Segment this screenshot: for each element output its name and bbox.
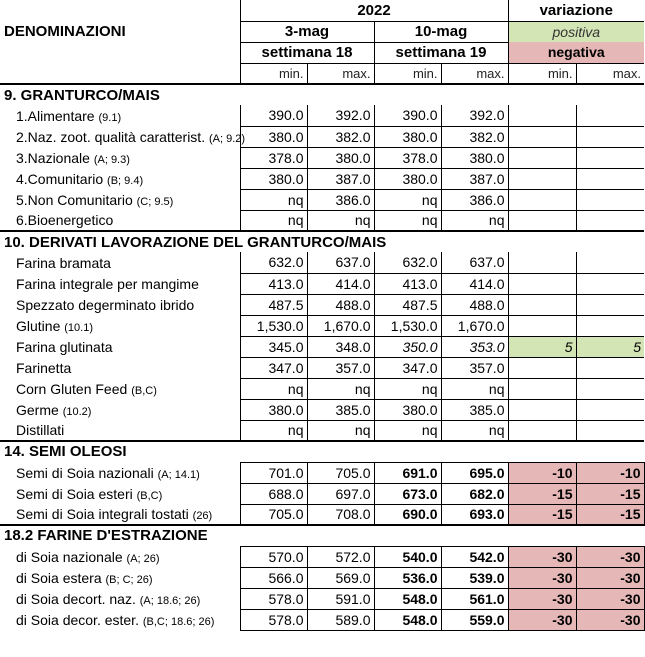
variation-cell [508,399,576,420]
price-cell: 637.0 [307,252,374,273]
table-row [0,399,644,420]
table-row [0,168,644,189]
price-cell: 488.0 [307,294,374,315]
row-name: Germe [16,401,59,418]
price-cell: 392.0 [307,105,374,126]
row-name: 1.Alimentare [16,107,95,124]
price-cell: nq [374,378,441,399]
row-label [0,168,240,189]
price-cell: nq [374,189,441,210]
table-row [0,210,644,231]
row-label [0,420,240,441]
row-reference: (A; 9.2) [208,132,246,145]
row-reference: (B; 9.4) [107,174,144,187]
row-label [0,147,240,168]
section-title: 18.2 FARINE D'ESTRAZIONE [0,525,644,546]
price-cell: 589.0 [307,609,374,630]
price-cell: nq [307,210,374,231]
table-row [0,126,644,147]
price-cell: 357.0 [307,357,374,378]
price-cell: nq [240,420,307,441]
variation-cell [508,147,576,168]
row-label [0,378,240,399]
variation-cell [576,273,644,294]
variation-cell: -10 [508,462,576,483]
row-label [0,336,240,357]
variation-cell [576,315,644,336]
variation-cell: -30 [576,546,644,567]
variation-cell [576,294,644,315]
week1-header: settimana 18 [240,42,374,63]
row-reference: (B; C; 26) [105,573,153,586]
price-cell: nq [307,378,374,399]
row-label [0,462,240,483]
price-cell: 380.0 [240,399,307,420]
price-cell: 548.0 [374,609,441,630]
price-cell: 632.0 [240,252,307,273]
price-cell: 570.0 [240,546,307,567]
row-name: 2.Naz. zoot. qualità caratterist. [16,128,206,145]
price-cell: 697.0 [307,483,374,504]
price-cell: nq [441,378,508,399]
variation-cell: -10 [576,462,644,483]
table-row [0,483,644,504]
row-name: 4.Comunitario [16,170,104,187]
variation-cell [576,189,644,210]
section-header [0,441,644,462]
variation-cell [576,105,644,126]
price-cell: 378.0 [374,147,441,168]
variation-cell [576,399,644,420]
price-cell: nq [240,210,307,231]
variation-cell: -15 [508,483,576,504]
table-row [0,378,644,399]
price-cell: 632.0 [374,252,441,273]
price-cell: 578.0 [240,588,307,609]
price-cell: 566.0 [240,567,307,588]
variation-cell [508,210,576,231]
row-reference: (A; 26) [126,552,160,565]
price-cell: 682.0 [441,483,508,504]
row-name: di Soia nazionale [16,548,123,565]
row-reference: (10.2) [62,405,92,418]
price-cell: 542.0 [441,546,508,567]
row-reference: (C; 9.5) [136,195,174,208]
row-name: Spezzato degerminato ibrido [16,296,195,313]
table-row [0,504,644,525]
row-reference: (B,C; 18.6; 26) [142,615,215,628]
price-cell: 385.0 [441,399,508,420]
row-label [0,609,240,630]
row-reference: (26) [192,510,213,522]
row-name: di Soia decort. naz. [16,590,136,607]
price-cell: 345.0 [240,336,307,357]
price-cell: 380.0 [240,126,307,147]
section-header [0,231,644,252]
variation-cell [508,168,576,189]
price-cell: 386.0 [441,189,508,210]
variation-cell: -30 [508,588,576,609]
price-cell: 536.0 [374,567,441,588]
row-label [0,105,240,126]
price-cell: 380.0 [374,399,441,420]
variation-cell [508,189,576,210]
row-label [0,189,240,210]
price-cell: 1,670.0 [441,315,508,336]
min-label: min. [374,63,441,84]
price-cell: 382.0 [441,126,508,147]
variation-cell [508,273,576,294]
variation-cell: -15 [576,504,644,525]
price-cell: 382.0 [307,126,374,147]
variation-cell [508,294,576,315]
row-name: Farinetta [16,359,72,376]
price-cell: 380.0 [240,168,307,189]
row-label [0,357,240,378]
price-cell: 414.0 [441,273,508,294]
row-name: Distillati [16,422,65,438]
price-cell: 637.0 [441,252,508,273]
price-cell: 380.0 [307,147,374,168]
row-reference: (9.1) [98,111,122,124]
row-name: Semi di Soia integrali tostati [16,506,189,522]
table-row [0,315,644,336]
variation-cell [508,126,576,147]
price-cell: 1,530.0 [374,315,441,336]
price-cell: nq [374,420,441,441]
variation-cell: -15 [508,504,576,525]
table-row [0,588,644,609]
price-cell: 708.0 [307,504,374,525]
price-cell: 386.0 [307,189,374,210]
row-label [0,504,240,525]
price-cell: 673.0 [374,483,441,504]
denominazioni-header: DENOMINAZIONI [4,23,126,40]
row-reference: (B,C) [136,489,163,502]
price-cell: 347.0 [240,357,307,378]
section-header [0,525,644,546]
row-name: 5.Non Comunitario [16,191,133,208]
variation-cell: -30 [576,609,644,630]
price-cell: 561.0 [441,588,508,609]
price-cell: 387.0 [441,168,508,189]
price-cell: 387.0 [307,168,374,189]
table-row [0,294,644,315]
row-name: di Soia decor. ester. [16,611,139,628]
row-label [0,315,240,336]
variation-header: variazione [508,0,644,21]
table-row [0,336,644,357]
row-label [0,126,246,147]
variation-cell [576,420,644,441]
row-label [0,588,240,609]
price-cell: 690.0 [374,504,441,525]
row-reference: (A; 9.3) [93,153,130,166]
row-label [0,210,240,231]
row-label [0,399,240,420]
section-title: 14. SEMI OLEOSI [0,441,644,462]
max-label: max. [441,63,508,84]
year-header: 2022 [240,0,508,21]
price-cell: 1,530.0 [240,315,307,336]
price-cell: nq [240,189,307,210]
table-row [0,273,644,294]
week2-header: settimana 19 [374,42,508,63]
price-cell: 695.0 [441,462,508,483]
variation-cell: 5 [576,336,644,357]
table-row [0,420,644,441]
row-reference: (10.1) [64,321,93,334]
row-reference: (A; 14.1) [157,468,200,481]
variation-cell: -30 [508,567,576,588]
row-name: di Soia estera [16,569,102,586]
row-name: Corn Gluten Feed [16,380,128,397]
price-cell: 540.0 [374,546,441,567]
variation-cell: -30 [508,609,576,630]
max-label: max. [576,63,644,84]
price-cell: 378.0 [240,147,307,168]
date1-header: 3-mag [240,21,374,42]
variation-cell [508,252,576,273]
price-cell: 691.0 [374,462,441,483]
table-row [0,357,644,378]
price-cell: 347.0 [374,357,441,378]
price-cell: 693.0 [441,504,508,525]
variation-cell: -30 [576,588,644,609]
variation-cell [508,315,576,336]
min-label: min. [240,63,307,84]
section-header [0,84,644,105]
variation-cell [576,378,644,399]
table-row [0,462,644,483]
row-name: Farina integrale per mangime [16,275,199,292]
row-reference: (A; 18.6; 26) [139,594,201,607]
price-cell: 578.0 [240,609,307,630]
price-cell: 380.0 [441,147,508,168]
price-cell: 414.0 [307,273,374,294]
table-row [0,189,644,210]
row-name: Semi di Soia esteri [16,485,133,502]
price-cell: 380.0 [374,126,441,147]
price-cell: 705.0 [307,462,374,483]
variation-cell [576,168,644,189]
table-row [0,567,644,588]
price-cell: nq [441,420,508,441]
price-cell: nq [441,210,508,231]
section-title: 10. DERIVATI LAVORAZIONE DEL GRANTURCO/MAIS [0,231,644,252]
table-row [0,105,644,126]
variation-cell [508,420,576,441]
price-cell: 357.0 [441,357,508,378]
price-cell: 413.0 [240,273,307,294]
table-row [0,147,644,168]
min-label: min. [508,63,576,84]
price-cell: 413.0 [374,273,441,294]
price-cell: 705.0 [240,504,307,525]
variation-cell [576,210,644,231]
section-title: 9. GRANTURCO/MAIS [0,84,644,105]
variation-cell: -30 [576,567,644,588]
row-label [0,483,240,504]
price-cell: 380.0 [374,168,441,189]
variation-cell [576,357,644,378]
price-cell: 688.0 [240,483,307,504]
row-name: Farina glutinata [16,338,113,355]
row-label [0,567,240,588]
date2-header: 10-mag [374,21,508,42]
row-name: 6.Bioenergetico [16,212,114,228]
row-name: Farina bramata [16,254,111,271]
price-cell: 539.0 [441,567,508,588]
price-cell: 487.5 [240,294,307,315]
max-label: max. [307,63,374,84]
row-label [0,546,240,567]
price-cell: nq [374,210,441,231]
positive-legend: positiva [508,21,644,42]
row-label [0,252,240,273]
variation-cell: -30 [508,546,576,567]
table-row [0,609,644,630]
price-cell: nq [307,420,374,441]
negative-legend: negativa [508,42,644,63]
price-cell: 572.0 [307,546,374,567]
price-cell: 1,670.0 [307,315,374,336]
variation-cell: -15 [576,483,644,504]
price-cell: nq [240,378,307,399]
price-cell: 390.0 [240,105,307,126]
variation-cell [508,357,576,378]
variation-cell [576,252,644,273]
price-cell: 348.0 [307,336,374,357]
table-row [0,252,644,273]
price-cell: 548.0 [374,588,441,609]
row-label [0,294,240,315]
price-cell: 488.0 [441,294,508,315]
row-name: 3.Nazionale [16,149,90,166]
price-cell: 390.0 [374,105,441,126]
variation-cell [576,126,644,147]
row-label [0,273,240,294]
table-row [0,546,644,567]
row-name: Glutine [16,317,61,334]
row-name: Semi di Soia nazionali [16,464,154,481]
variation-cell [508,105,576,126]
price-cell: 701.0 [240,462,307,483]
price-cell: 487.5 [374,294,441,315]
price-cell: 591.0 [307,588,374,609]
price-cell: 350.0 [374,336,441,357]
price-cell: 353.0 [441,336,508,357]
variation-cell [576,147,644,168]
price-cell: 559.0 [441,609,508,630]
variation-cell [508,378,576,399]
price-cell: 569.0 [307,567,374,588]
variation-cell: 5 [508,336,576,357]
price-cell: 392.0 [441,105,508,126]
price-cell: 385.0 [307,399,374,420]
row-reference: (B,C) [131,384,157,397]
